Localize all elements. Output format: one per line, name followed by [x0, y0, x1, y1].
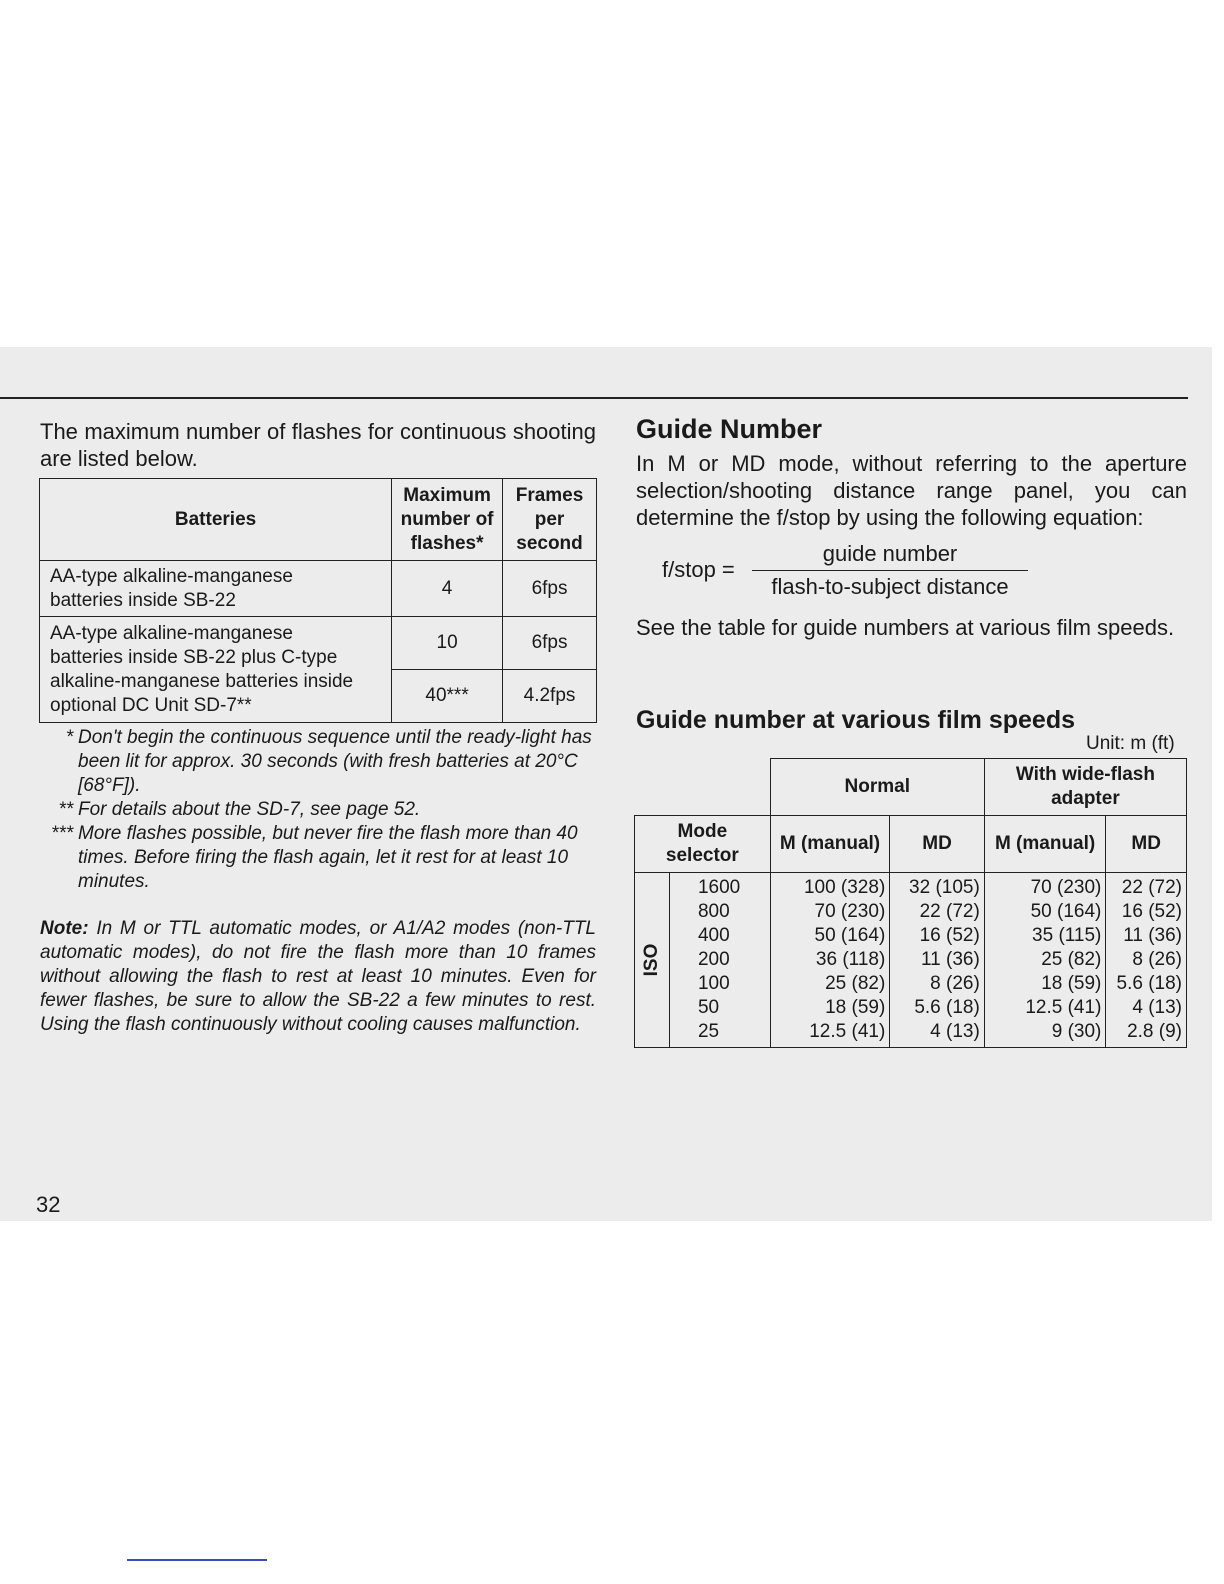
group-header-row	[635, 759, 1187, 816]
mode-selector-header: Mode selector	[635, 816, 771, 873]
max-flashes-value: 10	[392, 617, 503, 670]
group-normal: Normal	[770, 759, 984, 816]
fps-value: 6fps	[503, 617, 597, 670]
section-title-film-speeds: Guide number at various film speeds	[636, 706, 1076, 734]
bottom-rule	[127, 1559, 267, 1561]
iso-label-cell	[635, 873, 670, 1048]
empty-corner	[635, 759, 771, 816]
note-paragraph	[40, 917, 596, 1037]
battery-description: AA-type alkaline-manganese batteries inside SB-22 plus C-type alkaline-manganese batteries inside optional DC Unit SD-7**	[40, 617, 392, 723]
table-row	[40, 617, 597, 670]
footnote: *** More flashes possible, but never fire the flash more than 40 times. Before firing the flash again, let it rest for at least 10 minutes.	[51, 823, 578, 892]
fraction-bar	[752, 570, 1028, 571]
group-wide-flash: With wide-flash adapter	[984, 759, 1186, 816]
equation-numerator: guide number	[822, 541, 958, 566]
note-label: Note:	[40, 918, 89, 939]
col-m-manual: M (manual)	[770, 816, 890, 873]
wide-md-values: 22 (72) 16 (52) 11 (36) 8 (26) 5.6 (18) 4 (13) 2.8 (9)	[1106, 873, 1187, 1048]
data-row	[635, 873, 1187, 1048]
unit-label: Unit: m (ft)	[1086, 733, 1175, 754]
equation-denominator: flash-to-subject distance	[771, 574, 1009, 599]
col-md-wide: MD	[1106, 816, 1187, 873]
iso-label: ISO	[640, 943, 662, 977]
footnote: * Don't begin the continuous sequence until the ready-light has been lit for approx. 30 seconds (with fresh batteries at 20°C [68°F]).	[66, 727, 592, 796]
intro-paragraph: The maximum number of flashes for continuous shooting are listed below.	[40, 419, 596, 471]
battery-table-header	[40, 479, 597, 561]
m-manual-values: 100 (328) 70 (230) 50 (164) 36 (118) 25 (82) 18 (59) 12.5 (41)	[770, 873, 890, 1048]
battery-table	[39, 478, 597, 723]
guide-number-intro: In M or MD mode, without referring to the aperture selection/shooting distance range panel, you can determine the f/stop by using the following equation:	[636, 451, 1187, 530]
note-text: In M or TTL automatic modes, or A1/A2 modes (non-TTL automatic modes), do not fire the flash more than 10 frames without allowing the flash to rest at least 10 minutes. Even for fewer flashes, be sure to allow the SB-22 a few minutes to rest. Using the flash continuously without cooling causes malfunction.	[40, 918, 596, 1035]
fps-value: 6fps	[503, 561, 597, 617]
page-number: 32	[36, 1192, 61, 1217]
fps-value: 4.2fps	[503, 670, 597, 723]
md-values: 32 (105) 22 (72) 16 (52) 11 (36) 8 (26) 5.6 (18) 4 (13)	[890, 873, 985, 1048]
equation-lhs: f/stop =	[662, 557, 735, 582]
footnotes	[40, 726, 596, 894]
table-row	[40, 561, 597, 617]
footnote: ** For details about the SD-7, see page 52.	[59, 799, 421, 820]
section-title-guide-number: Guide Number	[636, 414, 823, 444]
wide-m-manual-values: 70 (230) 50 (164) 35 (115) 25 (82) 18 (59) 12.5 (41) 9 (30)	[984, 873, 1106, 1048]
battery-description: AA-type alkaline-manganese batteries inside SB-22	[40, 561, 392, 617]
header-max-flashes: Maximum number of flashes*	[392, 479, 503, 561]
header-batteries: Batteries	[40, 479, 392, 561]
col-m-manual-wide: M (manual)	[984, 816, 1106, 873]
see-table-text: See the table for guide numbers at various film speeds.	[636, 615, 1175, 640]
top-rule	[0, 397, 1188, 399]
max-flashes-value: 40***	[392, 670, 503, 723]
header-fps: Frames per second	[503, 479, 597, 561]
col-md: MD	[890, 816, 985, 873]
iso-values: 1600 800 400 200 100 50 25	[669, 873, 770, 1048]
column-header-row	[635, 816, 1187, 873]
guide-number-table	[634, 758, 1187, 1048]
max-flashes-value: 4	[392, 561, 503, 617]
